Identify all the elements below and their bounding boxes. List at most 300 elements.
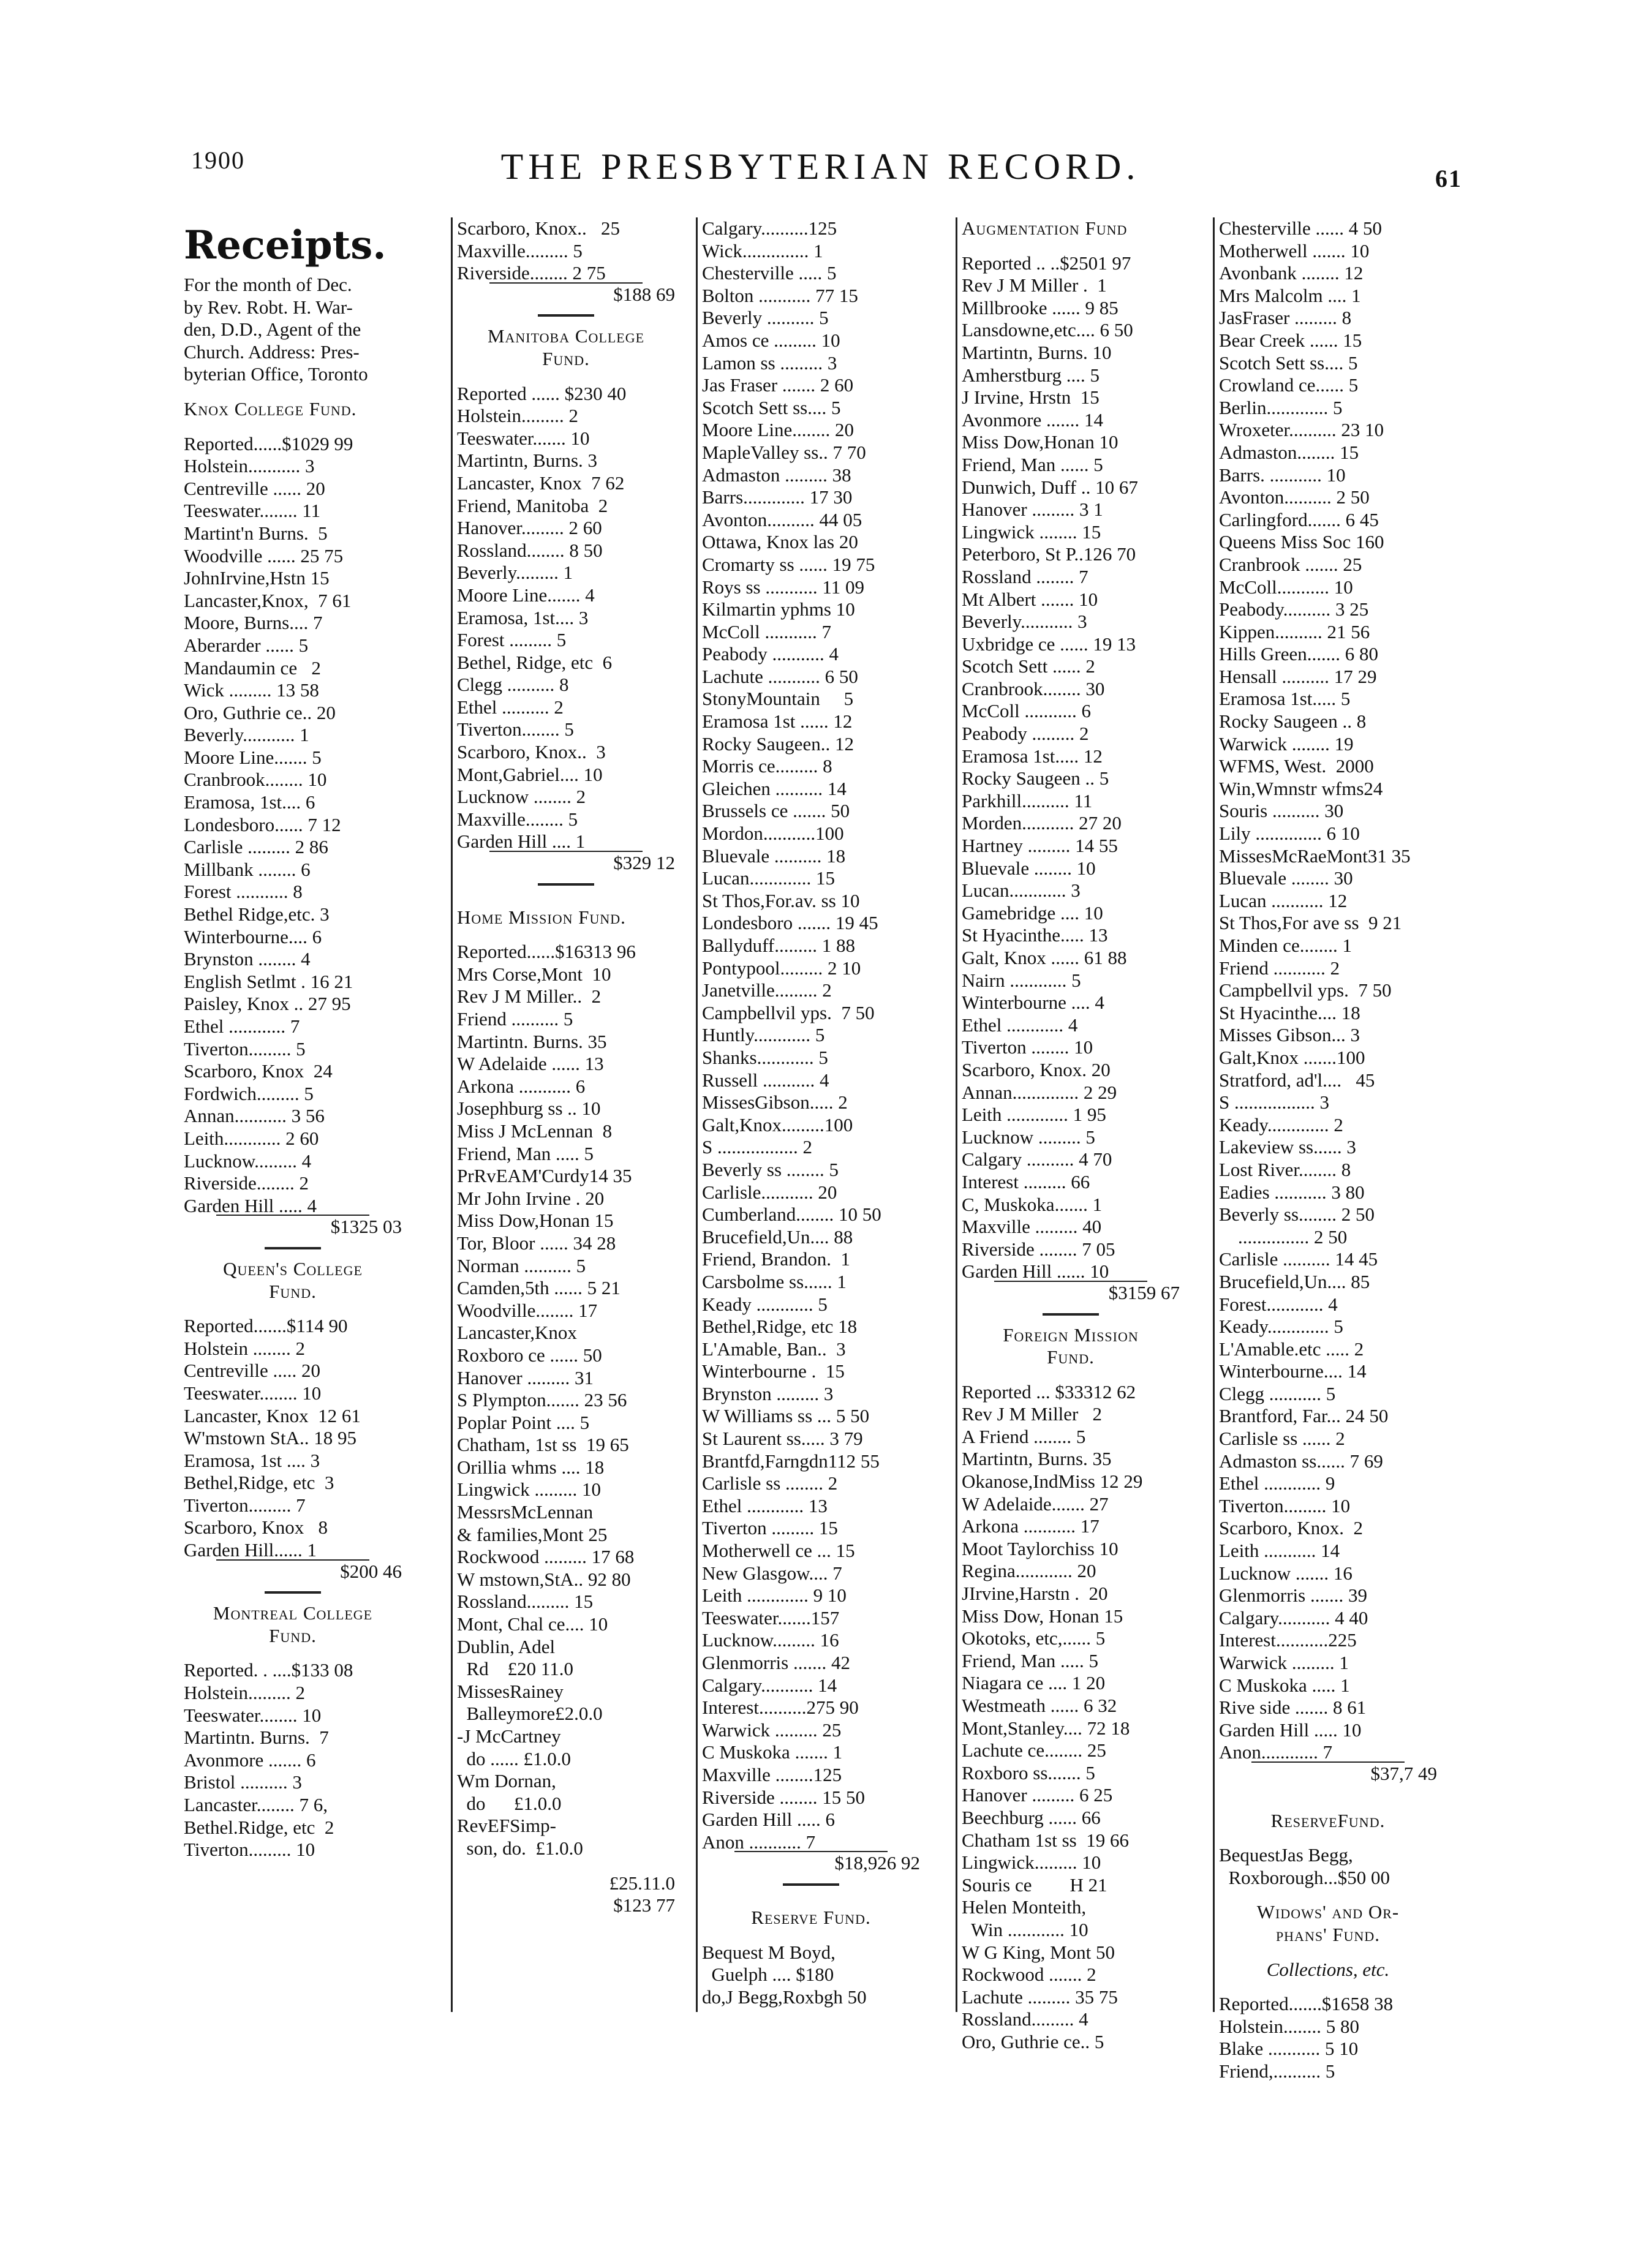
receipt-line: Galt,Knox .......100 xyxy=(1219,1046,1365,1068)
receipt-line: MapleValley ss.. 7 70 xyxy=(702,441,866,463)
receipt-line: Lancaster........ 7 6, xyxy=(184,1794,328,1815)
receipt-line: Galt,Knox.........100 xyxy=(702,1113,853,1136)
receipt-line: Riverside ........ 7 05 xyxy=(962,1238,1115,1260)
receipt-line: Lucan............. 15 xyxy=(702,867,835,889)
receipt-line: Hartney ......... 14 55 xyxy=(962,835,1118,857)
section-heading: Reserve Fund. xyxy=(751,1906,871,1928)
receipt-line: Souris .......... 30 xyxy=(1219,800,1344,822)
receipt-line: Peterboro, St P..126 70 xyxy=(962,543,1136,565)
receipt-line: Jas Fraser ....... 2 60 xyxy=(702,374,854,396)
receipt-line: Rossland......... 4 xyxy=(962,2008,1088,2030)
receipt-line: McColl........... 10 xyxy=(1219,576,1353,598)
receipt-line: by Rev. Robt. H. War- xyxy=(184,296,353,318)
receipt-line: Rive side ....... 8 61 xyxy=(1219,1697,1367,1719)
receipt-line: Garden Hill ...... 10 xyxy=(962,1260,1109,1283)
receipt-line: S ................. 2 xyxy=(702,1136,812,1158)
receipt-line: Maxville......... 5 xyxy=(457,239,583,262)
receipt-line: Bear Creek ...... 15 xyxy=(1219,329,1362,351)
receipt-line: Avonmore ....... 14 xyxy=(962,409,1104,431)
receipt-line: Tiverton......... 10 xyxy=(1219,1494,1351,1516)
receipt-line: Warwick ......... 1 xyxy=(1219,1652,1349,1673)
receipt-line: Dunwich, Duff .. 10 67 xyxy=(962,476,1138,498)
receipt-line: Garden Hill ..... 10 xyxy=(1219,1719,1362,1741)
receipt-line: Carsbolme ss...... 1 xyxy=(702,1270,847,1292)
receipt-line: Ethel ............ 9 xyxy=(1219,1472,1335,1494)
receipt-line: Keady............. 2 xyxy=(1219,1113,1343,1136)
receipt-line: Teeswater........ 11 xyxy=(184,500,321,522)
receipt-line: Oro, Guthrie ce.. 20 xyxy=(184,701,336,723)
receipt-line: Friend, Man ..... 5 xyxy=(962,1649,1099,1671)
receipt-line: Roxboro ce ...... 50 xyxy=(457,1344,602,1366)
receipt-line: Tor, Bloor ...... 34 28 xyxy=(457,1232,616,1254)
receipt-line: Niagara ce .... 1 20 xyxy=(962,1672,1106,1694)
receipt-line: Calgary........... 14 xyxy=(702,1674,837,1696)
receipt-line xyxy=(1219,1946,1437,1959)
receipt-line: Teeswater.......157 xyxy=(702,1607,840,1629)
receipt-line: Josephburg ss .. 10 xyxy=(457,1098,601,1120)
receipt-line: Moore Line........ 20 xyxy=(702,419,854,441)
receipt-line: Arkona ........... 6 xyxy=(457,1075,586,1097)
receipt-line xyxy=(1219,1832,1437,1844)
receipt-line: Carlisle ......... 2 86 xyxy=(184,836,328,858)
receipt-line: Avonmore ....... 6 xyxy=(184,1749,316,1771)
receipt-line: McColl ........... 6 xyxy=(962,700,1091,722)
receipt-line xyxy=(457,1860,675,1872)
receipt-line: Mrs Corse,Mont 10 xyxy=(457,963,611,985)
receipt-line: Holstein........ 5 80 xyxy=(1219,2015,1360,2037)
receipt-line: Lucknow ........ 2 xyxy=(457,786,586,808)
receipt-line: Bethel,Ridge, etc 18 xyxy=(702,1316,858,1338)
receipt-line: Centreville ...... 20 xyxy=(184,477,325,499)
receipts-column-1 xyxy=(184,217,402,1861)
receipt-line: Beverly........... 3 xyxy=(962,611,1087,633)
receipt-line: Pontypool......... 2 10 xyxy=(702,957,861,979)
receipt-line: Friend,.......... 5 xyxy=(1219,2060,1335,2082)
receipt-line: Forest ........... 8 xyxy=(184,881,303,903)
receipt-line: C, Muskoka....... 1 xyxy=(962,1193,1103,1215)
receipt-line: St Thos,For ave ss 9 21 xyxy=(1219,912,1402,934)
receipt-line xyxy=(184,1647,402,1659)
section-heading: Widows' and Or- xyxy=(1256,1901,1400,1923)
receipt-line: Hanover......... 2 60 xyxy=(457,517,602,539)
receipt-line: Woodville........ 17 xyxy=(457,1299,598,1321)
section-heading: Fund. xyxy=(1047,1346,1095,1368)
receipt-line: C Muskoka ....... 1 xyxy=(702,1741,843,1763)
receipt-line: Moore Line....... 5 xyxy=(184,746,322,768)
receipt-line: Bequest M Boyd, xyxy=(702,1941,836,1963)
receipt-line: Garden Hill ..... 6 xyxy=(702,1809,835,1831)
receipt-line: Parkhill.......... 11 xyxy=(962,789,1093,812)
receipt-line: £25.11.0 xyxy=(609,1872,675,1894)
receipt-line: Lachute ......... 35 75 xyxy=(962,1986,1118,2008)
receipt-line: Reported......$16313 96 xyxy=(457,941,636,963)
receipt-line: St Laurent ss..... 3 79 xyxy=(702,1428,863,1450)
receipt-line: Camden,5th ...... 5 21 xyxy=(457,1277,621,1299)
receipt-line: Reported ...... $230 40 xyxy=(457,382,627,404)
receipt-line: Chatham 1st ss 19 66 xyxy=(962,1829,1129,1851)
receipt-line: Clegg .......... 8 xyxy=(457,674,569,696)
receipt-line: Eramosa, 1st.... 6 xyxy=(184,791,315,813)
receipt-line: Holstein......... 2 xyxy=(457,405,579,427)
receipt-line: Stratford, ad'l.... 45 xyxy=(1219,1069,1375,1091)
section-heading: Manitoba College xyxy=(487,325,645,347)
receipt-line: Eadies ........... 3 80 xyxy=(1219,1181,1365,1203)
receipt-line: Helen Monteith, xyxy=(962,1896,1087,1918)
receipt-line: For the month of Dec. xyxy=(184,274,352,295)
receipt-line: Mr John Irvine . 20 xyxy=(457,1187,605,1209)
receipt-line xyxy=(538,883,595,886)
receipt-line: Huntly............ 5 xyxy=(702,1024,825,1046)
receipt-line: Friend .......... 5 xyxy=(457,1008,573,1030)
receipt-line: Kippen.......... 21 56 xyxy=(1219,620,1370,642)
receipt-line: Ballyduff......... 1 88 xyxy=(702,935,855,956)
receipt-line: Friend, Brandon. 1 xyxy=(702,1248,850,1270)
receipt-line: Rocky Saugeen .. 5 xyxy=(962,767,1109,789)
journal-title: THE PRESBYTERIAN RECORD. xyxy=(500,146,1141,187)
receipt-line: Anon ........... 7 xyxy=(702,1831,816,1853)
receipt-line: Miss Dow, Honan 15 xyxy=(962,1605,1123,1627)
receipt-line: Lancaster, Knox 7 62 xyxy=(457,472,625,494)
receipt-line: Chesterville ..... 5 xyxy=(702,262,837,284)
receipt-line: Misses Gibson... 3 xyxy=(1219,1024,1360,1046)
receipt-line: Brynston ........ 4 xyxy=(184,948,311,970)
receipt-line: Lily .............. 6 10 xyxy=(1219,823,1360,845)
receipt-line: do,J Begg,Roxbgh 50 xyxy=(702,1986,867,2008)
receipt-line: Tiverton........ 5 xyxy=(457,718,574,740)
receipt-line: Guelph .... $180 xyxy=(702,1964,834,1986)
receipt-line: Brantfd,Farngdn112 55 xyxy=(702,1450,880,1472)
receipt-line: byterian Office, Toronto xyxy=(184,363,368,385)
receipt-line: Centreville ..... 20 xyxy=(184,1360,320,1382)
receipt-line: -J McCartney xyxy=(457,1725,561,1747)
receipt-line: Motherwell ce ... 15 xyxy=(702,1540,855,1562)
receipt-line: Eramosa 1st..... 5 xyxy=(1219,688,1351,710)
receipt-line: Calgary .......... 4 70 xyxy=(962,1148,1112,1170)
column-divider xyxy=(451,217,453,2012)
receipt-line: Leith ............. 1 95 xyxy=(962,1104,1106,1126)
receipt-line: Leith............ 2 60 xyxy=(184,1127,319,1149)
receipt-line: Scarboro, Knox 24 xyxy=(184,1060,333,1082)
receipt-line: Holstein ........ 2 xyxy=(184,1337,306,1359)
section-heading: Queen's College xyxy=(223,1257,363,1279)
receipt-line: Martintn, Burns. 35 xyxy=(962,1448,1112,1470)
receipt-line: Martintn. Burns. 7 xyxy=(184,1727,329,1749)
receipt-line: Hills Green....... 6 80 xyxy=(1219,643,1379,665)
receipt-line: New Glasgow.... 7 xyxy=(702,1562,842,1584)
section-heading: Fund. xyxy=(269,1280,317,1302)
receipt-line: Cromarty ss ...... 19 75 xyxy=(702,553,875,575)
receipt-line: Scarboro, Knox 8 xyxy=(184,1516,328,1539)
receipt-line: Garden Hill...... 1 xyxy=(184,1539,317,1561)
receipt-line: Roys ss ........... 11 09 xyxy=(702,576,864,598)
receipt-line: Garden Hill .... 1 xyxy=(457,831,586,853)
receipt-line: Carlingford....... 6 45 xyxy=(1219,508,1379,530)
receipt-line: Lucan ........... 12 xyxy=(1219,889,1348,911)
receipt-line: Miss Dow,Honan 10 xyxy=(962,431,1119,453)
receipt-line: Rockwood ......... 17 68 xyxy=(457,1546,635,1568)
receipt-line: A Friend ........ 5 xyxy=(962,1425,1086,1447)
receipt-line: Chatham, 1st ss 19 65 xyxy=(457,1434,629,1456)
section-heading: Home Mission Fund. xyxy=(457,906,626,928)
receipt-line: Wick.............. 1 xyxy=(702,239,823,262)
receipt-line: Martintn. Burns. 35 xyxy=(457,1030,607,1052)
receipt-line: Mont, Chal ce.... 10 xyxy=(457,1613,608,1635)
receipt-line: Brucefield,Un.... 88 xyxy=(702,1226,853,1248)
receipt-line: Bluevale .......... 18 xyxy=(702,845,846,867)
receipt-line: Rossland........ 8 50 xyxy=(457,539,603,561)
receipt-line: $18,926 92 xyxy=(834,1852,920,1874)
receipt-line: MessrsMcLennan xyxy=(457,1501,594,1523)
receipt-line: Ethel ............ 13 xyxy=(702,1494,828,1516)
receipt-line: Minden ce........ 1 xyxy=(1219,935,1352,956)
receipt-line: Miss J McLennan 8 xyxy=(457,1120,613,1142)
receipt-line: Rd £20 11.0 xyxy=(457,1658,574,1680)
column-divider xyxy=(696,217,698,2012)
receipt-line: L'Amable, Ban.. 3 xyxy=(702,1338,846,1360)
receipt-line: Lansdowne,etc.... 6 50 xyxy=(962,319,1133,341)
receipt-line: JohnIrvine,Hstn 15 xyxy=(184,567,330,589)
section-heading: phans' Fund. xyxy=(1275,1923,1381,1945)
receipt-line xyxy=(457,929,675,941)
receipt-line: W Williams ss ... 5 50 xyxy=(702,1405,870,1427)
receipt-line xyxy=(702,1929,920,1942)
receipt-line: Collections, etc. xyxy=(1266,1958,1390,1980)
receipt-line: Barrs............. 17 30 xyxy=(702,486,853,508)
receipt-line xyxy=(184,421,402,433)
receipt-line: Morden........... 27 20 xyxy=(962,812,1122,834)
receipt-line: Maxville ........125 xyxy=(702,1763,842,1785)
receipt-line: Church. Address: Pres- xyxy=(184,341,360,363)
receipt-line: Brucefield,Un.... 85 xyxy=(1219,1270,1370,1292)
receipt-line: Regina............ 20 xyxy=(962,1560,1096,1582)
receipt-line: S ................. 3 xyxy=(1219,1091,1329,1113)
receipt-line: Annan.............. 2 29 xyxy=(962,1081,1117,1103)
receipt-line xyxy=(265,1591,322,1594)
receipt-line: Brynston ......... 3 xyxy=(702,1382,834,1404)
receipt-line: Keady ............ 5 xyxy=(702,1293,828,1315)
receipt-line: Scarboro, Knox.. 3 xyxy=(457,741,606,763)
column-divider xyxy=(1213,217,1215,2012)
receipt-line: Balleymore£2.0.0 xyxy=(457,1703,603,1725)
receipt-line: Admaston ......... 38 xyxy=(702,464,851,486)
receipt-line: MissesMcRaeMont31 35 xyxy=(1219,845,1411,867)
receipt-line: JasFraser ......... 8 xyxy=(1219,307,1352,329)
receipt-line: Reported.......$114 90 xyxy=(184,1315,348,1337)
receipt-line: Bethel,Ridge, etc 3 xyxy=(184,1472,334,1494)
receipt-line: Reported......$1029 99 xyxy=(184,432,353,454)
receipt-line: Paisley, Knox .. 27 95 xyxy=(184,993,351,1015)
receipt-line: Crowland ce...... 5 xyxy=(1219,374,1359,396)
receipt-line: Winterbourne.... 14 xyxy=(1219,1360,1367,1382)
receipt-line: Nairn ............ 5 xyxy=(962,969,1081,991)
receipt-line: Carlisle ss ........ 2 xyxy=(702,1472,838,1494)
receipt-line: Motherwell ....... 10 xyxy=(1219,239,1370,262)
receipt-line: Bethel Ridge,etc. 3 xyxy=(184,903,330,925)
receipt-line: Calgary........... 4 40 xyxy=(1219,1607,1368,1629)
receipt-line: Mandaumin ce 2 xyxy=(184,657,321,679)
receipt-line: Bolton ........... 77 15 xyxy=(702,284,858,306)
receipt-line: Bluevale ........ 10 xyxy=(962,857,1096,879)
receipt-line: Martintn, Burns. 3 xyxy=(457,450,598,472)
receipt-line: McColl ........... 7 xyxy=(702,620,831,642)
receipt-line xyxy=(1219,1798,1437,1810)
receipts-column-5 xyxy=(1219,217,1437,2083)
receipt-line: Ethel ............ 7 xyxy=(184,1015,300,1037)
receipt-line: Galt, Knox ...... 61 88 xyxy=(962,947,1127,968)
receipt-line xyxy=(184,386,402,398)
receipt-line: Barrs. ........... 10 xyxy=(1219,464,1346,486)
receipt-line: Warwick ........ 19 xyxy=(1219,733,1354,755)
section-heading: Knox College Fund. xyxy=(184,397,357,420)
receipts-column-3 xyxy=(702,217,920,2008)
receipt-line: StonyMountain 5 xyxy=(702,688,854,710)
receipt-line xyxy=(1219,1981,1437,1993)
receipt-line: Mont,Stanley.... 72 18 xyxy=(962,1717,1130,1739)
receipt-line: Lucknow ......... 5 xyxy=(962,1126,1095,1148)
receipt-line: Wick ......... 13 58 xyxy=(184,679,319,701)
receipt-line: Campbellvil yps. 7 50 xyxy=(1219,979,1392,1001)
receipt-line: Peabody ........... 4 xyxy=(702,643,839,665)
receipt-line: PrRvEAM'Curdy14 35 xyxy=(457,1165,632,1187)
receipt-line: $37,7 49 xyxy=(1370,1762,1437,1784)
receipt-line: Clegg ........... 5 xyxy=(1219,1382,1336,1404)
receipt-line: Dublin, Adel xyxy=(457,1635,556,1657)
receipt-line: Cumberland........ 10 50 xyxy=(702,1204,881,1226)
receipt-line: Peabody ......... 2 xyxy=(962,723,1089,745)
receipt-line: W G King, Mont 50 xyxy=(962,1941,1115,1963)
receipt-line: Interest ......... 66 xyxy=(962,1170,1090,1192)
receipt-line: Aberarder ...... 5 xyxy=(184,634,309,656)
receipt-line: Hanover ......... 31 xyxy=(457,1366,594,1388)
receipt-line: $123 77 xyxy=(613,1894,675,1916)
receipt-line: ............... 2 50 xyxy=(1219,1226,1348,1248)
receipt-line: Reported.......$1658 38 xyxy=(1219,1993,1394,2015)
receipt-line: Tiverton......... 10 xyxy=(184,1839,315,1861)
column-divider xyxy=(956,217,957,2012)
receipt-line: MissesGibson..... 2 xyxy=(702,1091,848,1113)
receipt-line: Carlisle .......... 14 45 xyxy=(1219,1248,1378,1270)
receipt-line: Win,Wmnstr wfms24 xyxy=(1219,777,1383,799)
receipt-line: Admaston ss...... 7 69 xyxy=(1219,1450,1383,1472)
receipt-line: Reported .. ..$2501 97 xyxy=(962,252,1131,274)
section-heading: Foreign Mission xyxy=(1003,1324,1139,1346)
receipt-line: Riverside........ 2 75 xyxy=(457,262,606,284)
receipt-line xyxy=(1219,1785,1437,1798)
receipt-line: Cranbrook........ 10 xyxy=(184,769,327,791)
receipt-line: Friend ........... 2 xyxy=(1219,957,1340,979)
receipt-line: Brantford, Far... 24 50 xyxy=(1219,1405,1389,1427)
receipt-line: Scotch Sett ss.... 5 xyxy=(1219,352,1358,374)
receipt-line: Londesboro...... 7 12 xyxy=(184,813,341,835)
receipt-line: W Adelaide....... 27 xyxy=(962,1493,1109,1515)
receipt-line: Shanks............ 5 xyxy=(702,1046,828,1068)
receipt-line: BequestJas Begg, xyxy=(1219,1844,1353,1866)
receipt-line: $1325 03 xyxy=(330,1216,402,1238)
receipt-line: Glenmorris ....... 39 xyxy=(1219,1584,1367,1607)
section-heading: Fund. xyxy=(269,1624,317,1646)
receipt-line: Arkona ........... 17 xyxy=(962,1515,1100,1537)
receipt-line: W'mstown StA.. 18 95 xyxy=(184,1427,357,1449)
receipt-line: Friend, Manitoba 2 xyxy=(457,494,608,516)
receipt-line: Admaston........ 15 xyxy=(1219,441,1359,463)
receipt-line: Riverside........ 2 xyxy=(184,1172,309,1194)
receipt-line xyxy=(457,371,675,383)
receipt-line xyxy=(457,894,675,906)
receipt-line: Wm Dornan, xyxy=(457,1770,556,1792)
receipt-line: Cranbrook ....... 25 xyxy=(1219,553,1362,575)
receipt-line: Carlisle ss ...... 2 xyxy=(1219,1428,1345,1450)
receipt-line: RevEFSimp- xyxy=(457,1815,556,1837)
receipt-line: Avonbank ........ 12 xyxy=(1219,262,1364,284)
receipt-line: Eramosa, 1st .... 3 xyxy=(184,1449,320,1471)
receipt-line: Peabody.......... 3 25 xyxy=(1219,598,1369,620)
receipt-line: Winterbourne . 15 xyxy=(702,1360,845,1382)
receipt-line: Lingwick ......... 10 xyxy=(457,1479,602,1501)
receipt-line: Berlin............. 5 xyxy=(1219,396,1343,418)
receipt-line: Keady............. 5 xyxy=(1219,1316,1343,1338)
receipt-line: Hanover ......... 6 25 xyxy=(962,1784,1113,1806)
receipt-line: Win ............ 10 xyxy=(962,1918,1088,1940)
receipt-line: Leith ............. 9 10 xyxy=(702,1584,847,1607)
receipt-line: Queens Miss Soc 160 xyxy=(1219,531,1384,553)
receipt-line: son, do. £1.0.0 xyxy=(457,1837,583,1859)
receipt-line: Londesboro ....... 19 45 xyxy=(702,912,878,934)
receipt-line: Souris ce H 21 xyxy=(962,1874,1107,1896)
receipt-line: Tiverton ......... 15 xyxy=(702,1517,838,1539)
receipt-line: Tiverton......... 5 xyxy=(184,1038,306,1060)
receipt-line: Lamon ss ......... 3 xyxy=(702,352,837,374)
receipt-line: Roxboro ss....... 5 xyxy=(962,1761,1095,1784)
receipt-line: Winterbourne .... 4 xyxy=(962,992,1104,1014)
receipt-line: do £1.0.0 xyxy=(457,1792,562,1814)
receipt-line: Amherstburg .... 5 xyxy=(962,364,1100,386)
receipt-line xyxy=(538,314,595,317)
receipt-line: Scarboro, Knox. 20 xyxy=(962,1058,1111,1080)
receipt-line: Warwick ......... 25 xyxy=(702,1719,842,1741)
receipt-line: Okanose,IndMiss 12 29 xyxy=(962,1471,1143,1493)
receipt-line: Gamebridge .... 10 xyxy=(962,902,1103,924)
receipt-line: Morris ce......... 8 xyxy=(702,755,832,777)
receipt-line: Rocky Saugeen.. 12 xyxy=(702,733,854,755)
receipt-line: Eramosa, 1st.... 3 xyxy=(457,606,589,628)
receipt-line: Moore Line....... 4 xyxy=(457,584,595,606)
receipt-line: Teeswater....... 10 xyxy=(457,427,590,449)
receipt-line: MissesRainey xyxy=(457,1680,564,1702)
receipt-line: Maxville ......... 40 xyxy=(962,1216,1102,1238)
receipt-line: Eramosa 1st ...... 12 xyxy=(702,710,853,733)
receipt-line: Beverly........... 1 xyxy=(184,724,309,746)
receipt-line: Receipts. xyxy=(184,222,387,268)
receipt-line: Norman .......... 5 xyxy=(457,1254,586,1276)
receipt-line: Beverly ss ........ 5 xyxy=(702,1158,839,1180)
receipt-line: Gleichen .......... 14 xyxy=(702,777,847,799)
receipt-line: Lakeview ss...... 3 xyxy=(1219,1136,1356,1158)
receipt-line: Avonton.......... 2 50 xyxy=(1219,486,1370,508)
receipt-line: Holstein........... 3 xyxy=(184,455,315,477)
receipt-line: $3159 67 xyxy=(1108,1281,1180,1303)
receipt-line: Lost River........ 8 xyxy=(1219,1158,1351,1180)
receipt-line xyxy=(1043,1313,1100,1316)
receipt-line: Roxborough...$50 00 xyxy=(1219,1866,1390,1888)
receipt-line xyxy=(962,1369,1180,1381)
receipt-line: St Thos,For.av. ss 10 xyxy=(702,889,860,911)
receipt-line: J Irvine, Hrstn 15 xyxy=(962,386,1100,409)
receipt-line: St Hyacinthe..... 13 xyxy=(962,924,1108,946)
receipt-line: Lancaster, Knox 12 61 xyxy=(184,1404,361,1426)
receipt-line xyxy=(1219,1889,1437,1901)
receipt-line: Blake ........... 5 10 xyxy=(1219,2038,1359,2060)
receipt-line: English Setlmt . 16 21 xyxy=(184,970,353,992)
